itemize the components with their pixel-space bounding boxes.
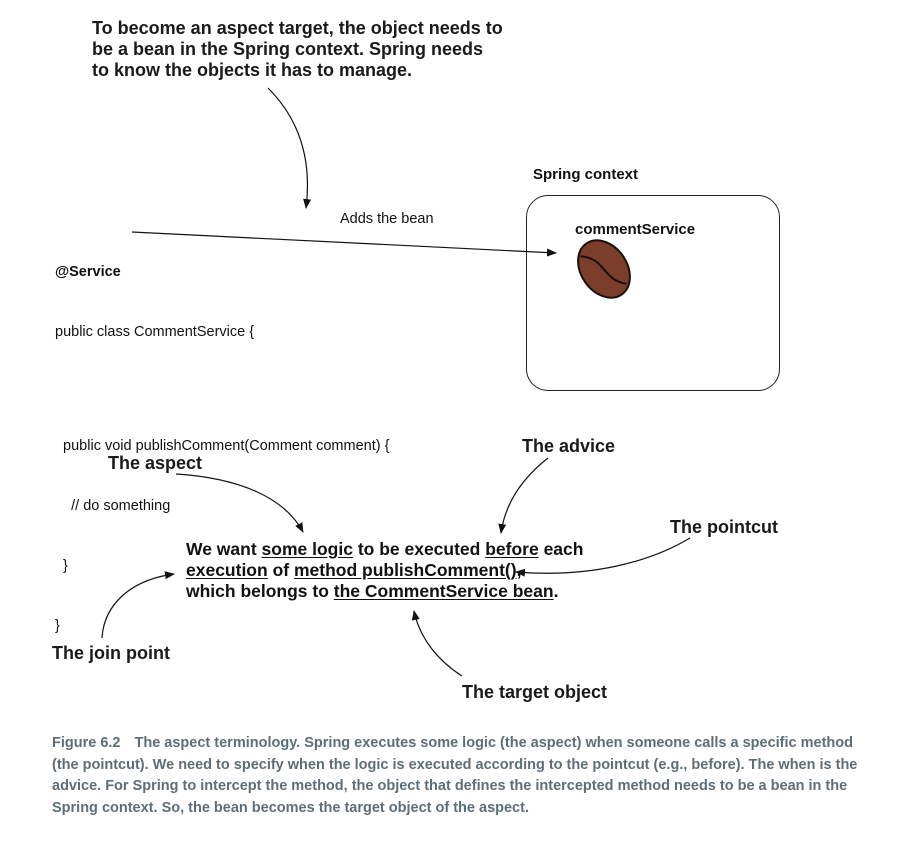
join-point-arrow: [102, 574, 174, 638]
top-note-line: to know the objects it has to manage.: [92, 60, 413, 80]
code-line: }: [55, 558, 68, 574]
label-aspect: The aspect: [108, 453, 203, 473]
adds-bean-label: Adds the bean: [340, 211, 434, 227]
code-line: public void publishComment(Comment comment) {: [55, 438, 390, 454]
coffee-bean-icon: [567, 230, 640, 307]
adds-bean-arrow: [132, 232, 556, 253]
top-note-line: be a bean in the Spring context. Spring needs: [92, 39, 484, 59]
figure-number: Figure 6.2: [52, 735, 121, 751]
target-object-arrow: [414, 611, 462, 676]
execution-term: execution: [186, 560, 268, 580]
bean-term: the CommentService bean: [333, 581, 554, 601]
code-line: // do something: [55, 498, 171, 514]
top-note-line: To become an aspect target, the object needs to: [92, 18, 503, 38]
before-term: before: [485, 539, 539, 559]
spring-context-title: Spring context: [533, 166, 639, 183]
label-advice: The advice: [522, 436, 616, 456]
label-target-object: The target object: [462, 682, 608, 702]
method-term: method publishComment(): [293, 560, 517, 580]
aspect-arrow: [176, 474, 303, 532]
central-sentence: We want some logic to be executed before each execution of method publishComment(), which belongs to the CommentService bean.: [186, 539, 584, 601]
code-line: }: [55, 618, 60, 634]
caption-text: The aspect terminology. Spring executes some logic (the aspect) when someone calls a specific method (the pointcut). We need to specify when the logic is executed according to the pointcut (e.g., before). The when is the advice. For Spring to intercept the method, the object that defines the intercepted method needs to be a bean in the Spring context. So, the bean becomes the target object of the aspect.: [52, 735, 858, 816]
figure-caption: [52, 733, 872, 819]
label-join-point: The join point: [52, 643, 170, 663]
bean-name: commentService: [575, 221, 696, 238]
code-line: public class CommentService {: [55, 324, 255, 340]
some-logic-term: some logic: [261, 539, 353, 559]
advice-arrow: [501, 458, 548, 533]
top-note-arrow: [268, 88, 307, 208]
service-annotation: @Service: [55, 264, 121, 280]
label-pointcut: The pointcut: [670, 517, 778, 537]
